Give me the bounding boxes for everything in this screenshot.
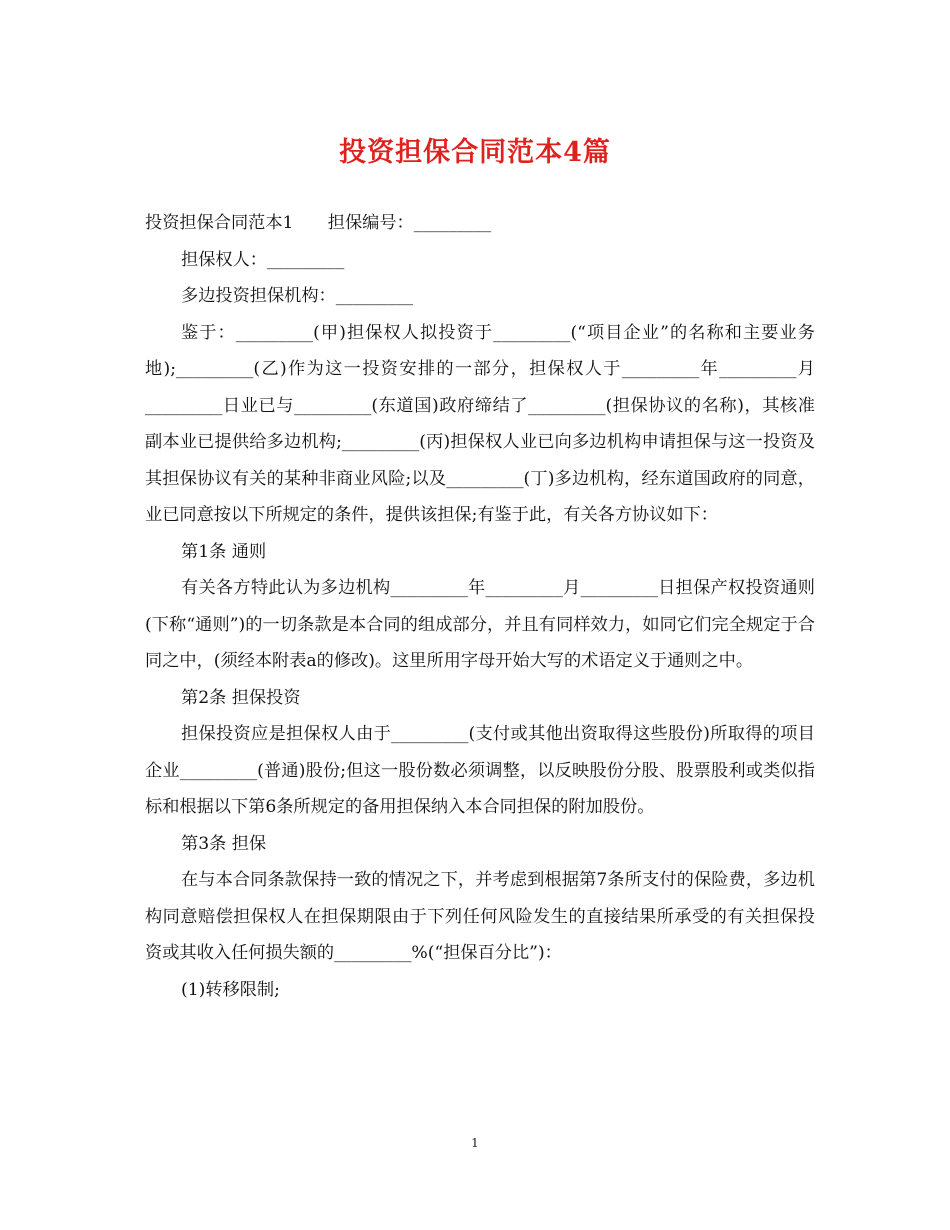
risk-item-1: (1)转移限制; — [181, 979, 280, 1000]
document-body — [145, 205, 815, 1008]
miga-line: 多边投资担保机构：_________ — [181, 286, 414, 306]
article-2-heading: 第2条 担保投资 — [181, 687, 301, 708]
page-number: 1 — [471, 1136, 479, 1150]
article-3-paragraph: 在与本合同条款保持一致的情况之下，并考虑到根据第7条所支付的保险费，多边机构同意赔偿担保权人在担保期限由于下列任何风险发生的直接结果所承受的有关担保投资或其收入任何损失额的_________%(“担保百分比”)： — [145, 870, 815, 963]
article-2-paragraph: 担保投资应是担保权人由于_________(支付或其他出资取得这些股份)所取得的项目企业_________(普通)股份;但这一股份数必须调整，以反映股份分股、股票股利或类似指标和根据以下第6条所规定的备用担保纳入本合同担保的附加股份。 — [145, 724, 815, 817]
document-title: 投资担保合同范本4篇 — [339, 137, 611, 168]
article-1-heading: 第1条 通则 — [181, 541, 267, 562]
recitals-paragraph: 鉴于：_________(甲)担保权人拟投资于_________(“项目企业”的名称和主要业务地);_________(乙)作为这一投资安排的一部分，担保权人于_________年_________月_________日业已与_________(东道国)政府缔结了_________(担保协议的名称)，其核准副本业已提供给多边机构;_________(丙)担保权人业已向多边机构申请担保与这一投资及其担保协议有关的某种非商业风险;以及_________(丁)多边机构，经东道国政府的同意，业已同意按以下所规定的条件，提供该担保;有鉴于此，有关各方协议如下： — [145, 322, 815, 525]
contract-header-line: 投资担保合同范本1 担保编号：_________ — [145, 213, 492, 233]
article-1-paragraph: 有关各方特此认为多边机构_________年_________月_________日担保产权投资通则(下称“通则”)的一切条款是本合同的组成部分，并且有同样效力，如同它们完全规定于合同之中，(须经本附表a的修改)。这里所用字母开始大写的术语定义于通则之中。 — [145, 578, 815, 671]
guarantee-holder-line: 担保权人：_________ — [181, 249, 345, 270]
article-3-heading: 第3条 担保 — [181, 833, 267, 854]
